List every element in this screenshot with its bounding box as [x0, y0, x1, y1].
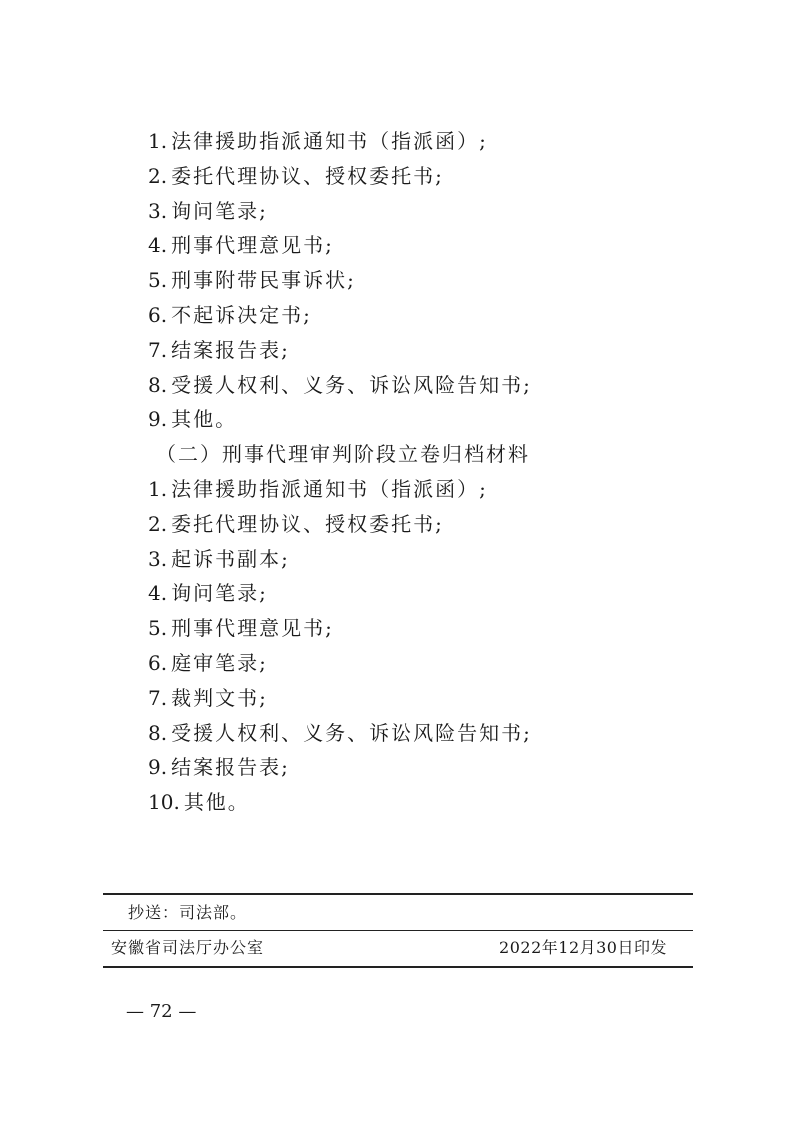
- item-text: 刑事附带民事诉状;: [171, 268, 356, 293]
- item-number: 9.: [148, 755, 168, 780]
- item-text: 法律援助指派通知书（指派函）;: [171, 476, 488, 501]
- section-heading-text: （二）刑事代理审判阶段立卷归档材料: [156, 442, 530, 467]
- item-text: 其他。: [183, 790, 250, 815]
- list-item: [148, 159, 708, 194]
- list-item: [148, 402, 708, 437]
- item-number: 6.: [148, 650, 168, 675]
- list-item: [148, 611, 708, 646]
- footer-middle-rule: [103, 930, 693, 931]
- item-number: 2.: [148, 163, 168, 188]
- item-text: 法律援助指派通知书（指派函）;: [171, 129, 488, 153]
- item-number: 8.: [148, 372, 168, 397]
- item-text: 委托代理协议、授权委托书;: [171, 163, 444, 188]
- list-item: [148, 681, 708, 716]
- list-item: [148, 333, 708, 368]
- item-number: 2.: [148, 511, 168, 536]
- list-item: [148, 716, 708, 751]
- cc-line: 抄送：司法部。: [128, 903, 248, 922]
- list-item: [148, 472, 708, 507]
- item-text: 询问笔录;: [171, 198, 268, 223]
- document-body: [148, 124, 708, 820]
- item-text: 刑事代理意见书;: [171, 233, 334, 258]
- section-heading: [156, 437, 708, 472]
- list-item: [148, 298, 708, 333]
- item-text: 受援人权利、义务、诉讼风险告知书;: [171, 720, 532, 745]
- item-number: 1.: [148, 129, 168, 153]
- list-item: [148, 194, 708, 229]
- item-number: 7.: [148, 337, 168, 362]
- list-item: [148, 646, 708, 681]
- list-item: [148, 750, 708, 785]
- list-item: [148, 507, 708, 542]
- list-item: [148, 576, 708, 611]
- list-item: [148, 542, 708, 577]
- item-number: 3.: [148, 546, 168, 571]
- list-item: [148, 263, 708, 298]
- item-text: 刑事代理意见书;: [171, 616, 334, 641]
- item-text: 询问笔录;: [171, 581, 268, 606]
- page-number: — 72 —: [126, 1001, 197, 1022]
- item-number: 6.: [148, 302, 168, 327]
- list-item: [148, 785, 708, 820]
- item-text: 结案报告表;: [171, 755, 290, 780]
- item-number: 3.: [148, 198, 168, 223]
- issuing-office: 安徽省司法厅办公室: [111, 938, 265, 957]
- list-item: [148, 228, 708, 263]
- list-item: [148, 368, 708, 403]
- item-number: 10.: [148, 790, 180, 815]
- item-text: 裁判文书;: [171, 685, 268, 710]
- item-text: 不起诉决定书;: [171, 302, 312, 327]
- issue-date: 2022年12月30日印发: [499, 938, 667, 957]
- item-number: 9.: [148, 407, 168, 432]
- item-number: 4.: [148, 581, 168, 606]
- item-number: 1.: [148, 476, 168, 501]
- footer-bottom-rule: [103, 966, 693, 968]
- item-number: 4.: [148, 233, 168, 258]
- item-text: 庭审笔录;: [171, 650, 268, 675]
- list-item: [148, 124, 708, 159]
- footer-top-rule: [103, 893, 693, 895]
- item-number: 7.: [148, 685, 168, 710]
- item-text: 其他。: [171, 407, 238, 432]
- item-text: 起诉书副本;: [171, 546, 290, 571]
- item-number: 8.: [148, 720, 168, 745]
- item-text: 委托代理协议、授权委托书;: [171, 511, 444, 536]
- item-text: 受援人权利、义务、诉讼风险告知书;: [171, 372, 532, 397]
- item-number: 5.: [148, 616, 168, 641]
- item-text: 结案报告表;: [171, 337, 290, 362]
- item-number: 5.: [148, 268, 168, 293]
